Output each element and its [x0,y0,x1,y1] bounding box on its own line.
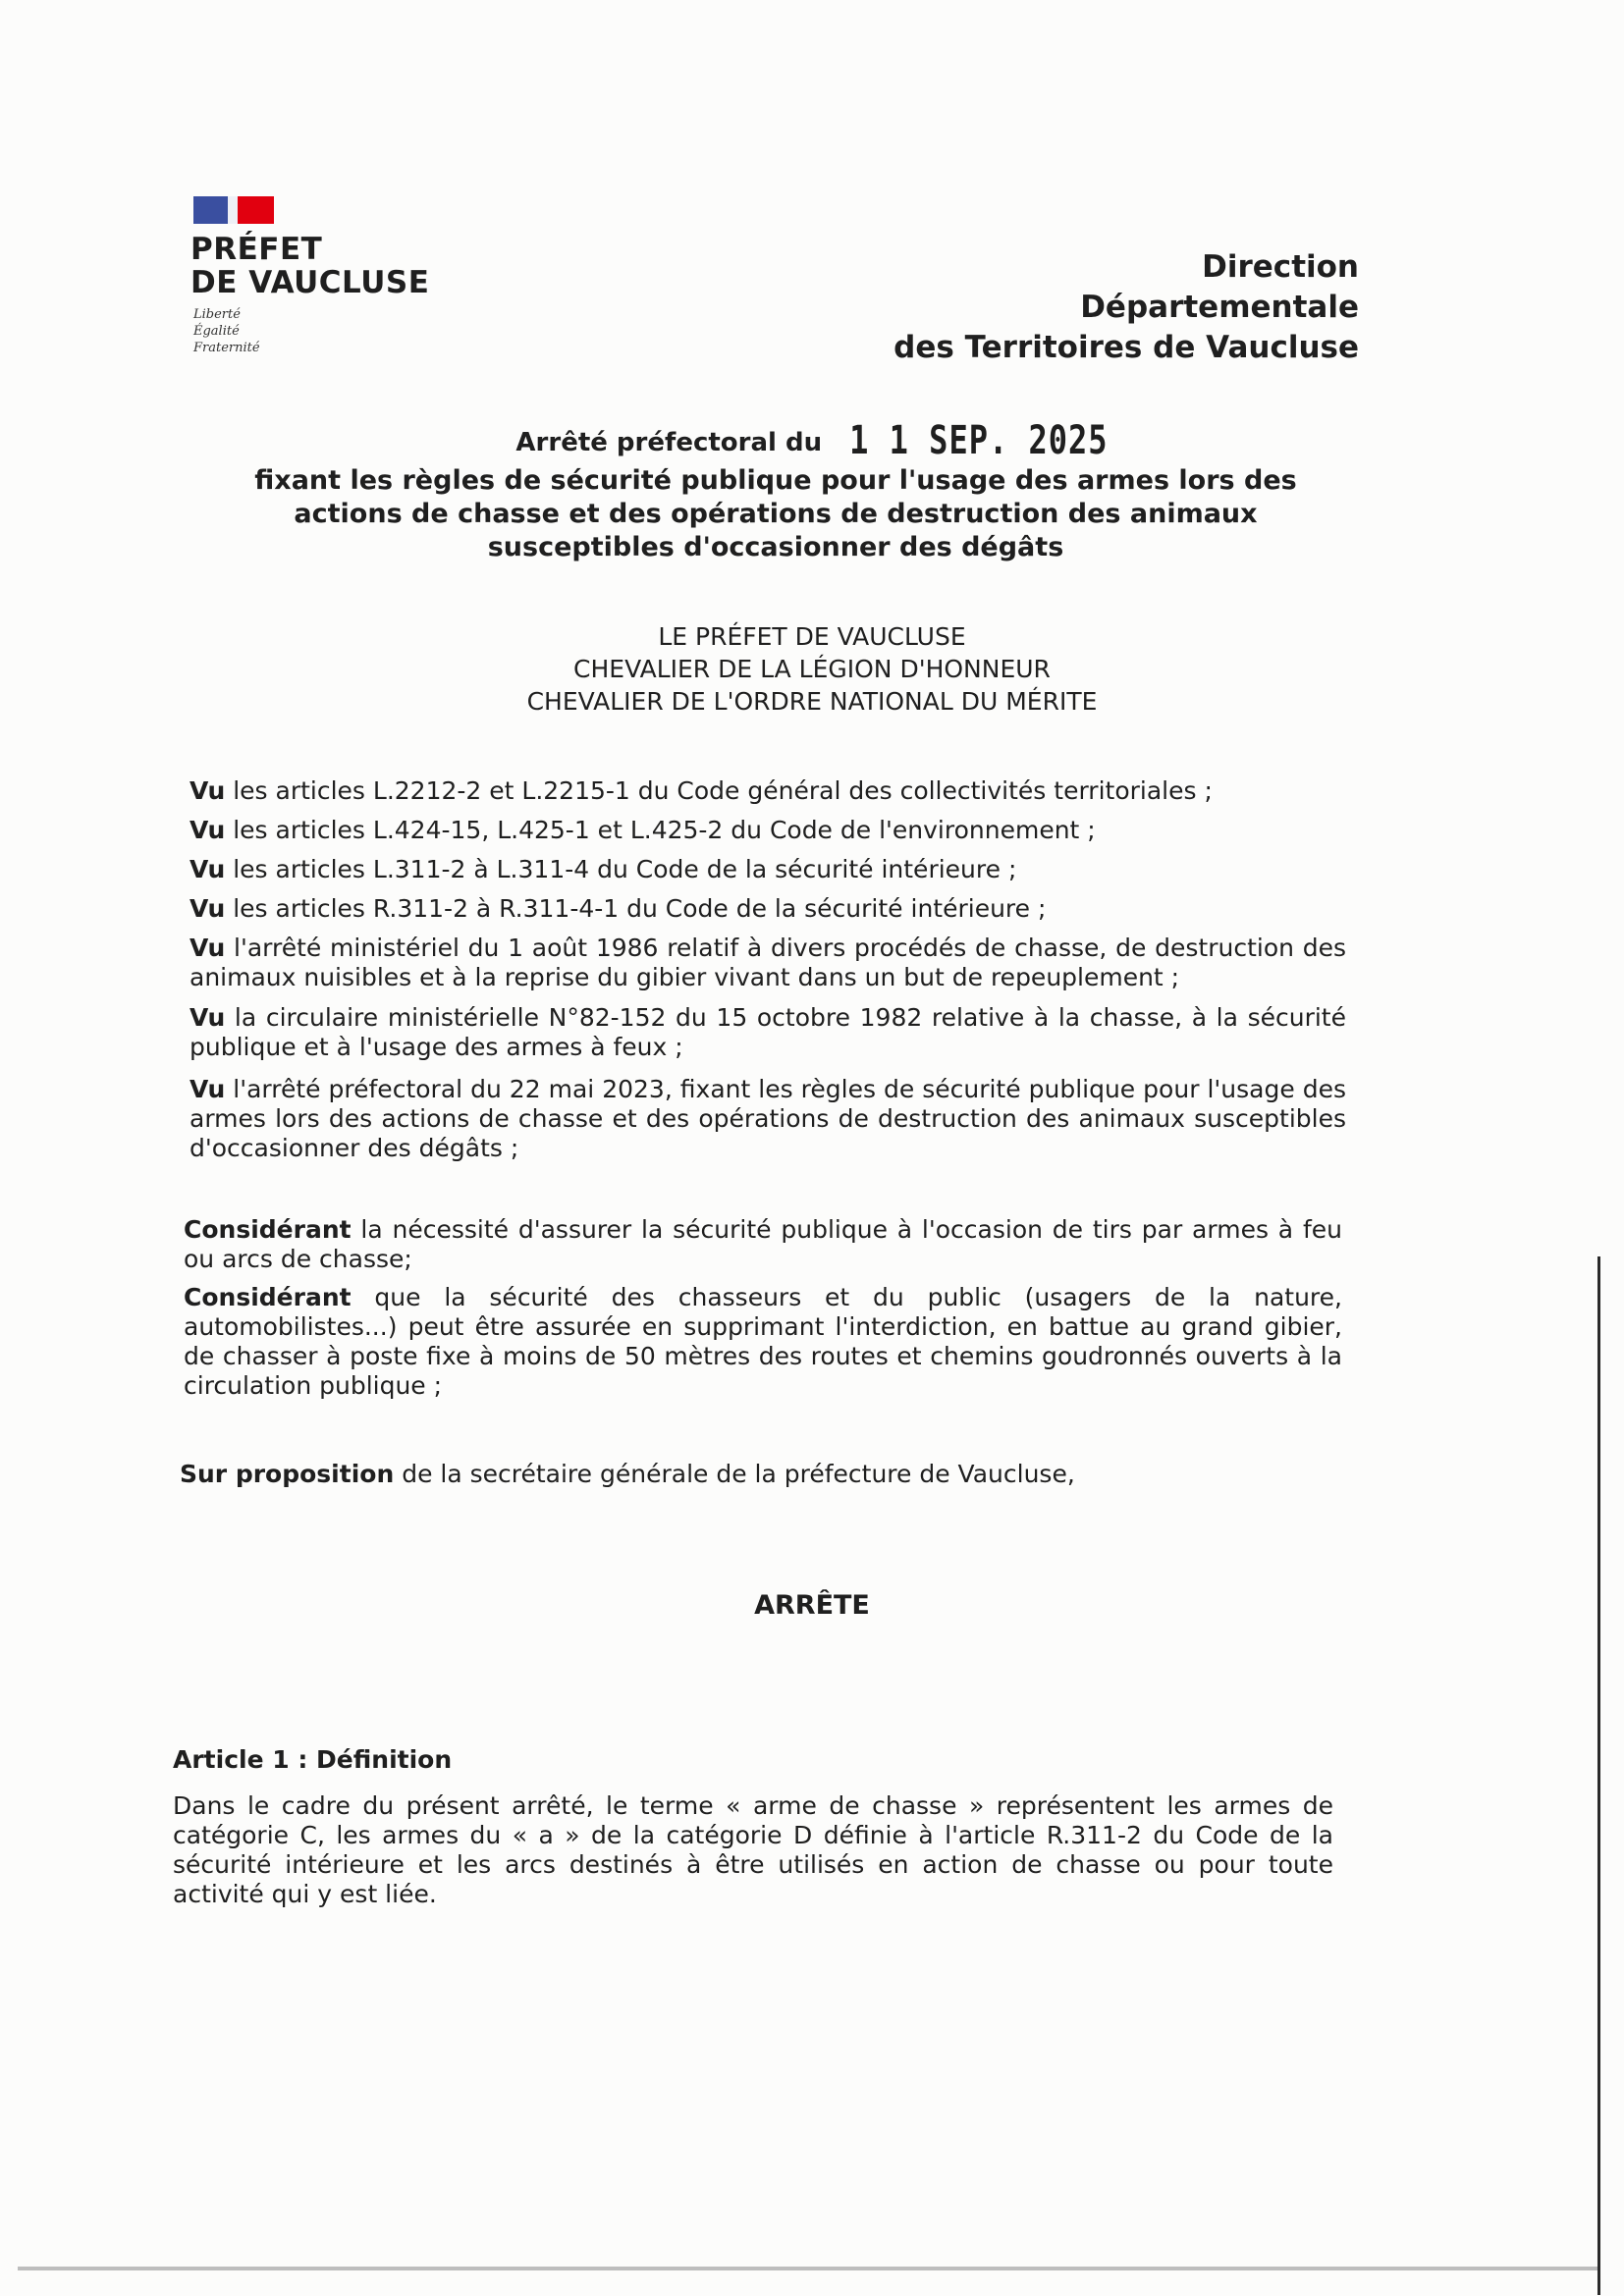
direction-line3: des Territoires de Vaucluse [893,330,1359,365]
considerant-item: Considérant la nécessité d'assurer la sécurité publique à l'occasion de tirs par armes à feu ou arcs de chasse; [184,1215,1342,1273]
prefet-title-line: LE PRÉFET DE VAUCLUSE [658,622,966,651]
scan-edge-bottom [18,2267,1597,2270]
visa-item: Vu les articles L.424-15, L.425-1 et L.425-2 du Code de l'environnement ; [189,816,1096,844]
prefet-line2: DE VAUCLUSE [190,265,430,300]
republic-motto [193,306,260,356]
issuing-direction [864,247,1359,368]
visa-item: Vu l'arrêté ministériel du 1 août 1986 relatif à divers procédés de chasse, de destruction des animaux nuisibles et à la reprise du gibier vivant dans un but de repeuplement ; [189,934,1346,991]
arrete-heading: ARRÊTE [754,1590,870,1621]
article-1-title: Article 1 : Définition [173,1745,453,1774]
visa-item: Vu les articles L.2212-2 et L.2215-1 du Code général des collectivités territoriales ; [189,776,1213,805]
decree-subject: fixant les règles de sécurité publique pour l'usage des armes lors des actions de chasse et des opérations de destruction des animaux susceptibles d'occasionner des dégâts [254,465,1297,562]
visa-item: Vu la circulaire ministérielle N°82-152 du 15 octobre 1982 relative à la chasse, à la sécurité publique et à l'usage des armes à feux ; [189,1003,1346,1061]
motto-liberte: Liberté [193,307,241,322]
date-stamp: 1 1 SEP. 2025 [849,416,1109,463]
decree-title-label: Arrêté préfectoral du [515,428,823,457]
decree-title [0,416,1624,463]
republic-flag-logo [193,196,274,224]
prefet-block [190,233,429,299]
direction-line1: Direction [1202,249,1359,285]
direction-line2: Départementale [1080,290,1359,325]
visa-item: Vu l'arrêté préfectoral du 22 mai 2023, fixant les règles de sécurité publique pour l'usage des armes lors des actions de chasse et des opérations de destruction des animaux susceptibles d'occasionner des dégâts ; [189,1075,1346,1162]
motto-fraternite: Fraternité [193,341,260,355]
prefet-titles [0,620,1624,718]
motto-egalite: Égalité [193,324,240,339]
visa-item: Vu les articles R.311-2 à R.311-4-1 du Code de la sécurité intérieure ; [189,894,1047,923]
considerant-item: Considérant que la sécurité des chasseurs et du public (usagers de la nature, automobilistes...) peut être assurée en supprimant l'interdiction, en battue au grand gibier, de chasser à poste fixe à moins de 50 mètres des routes et chemins goudronnés ouverts à la circulation publique ; [184,1283,1342,1400]
prefet-title-line: CHEVALIER DE L'ORDRE NATIONAL DU MÉRITE [526,687,1098,716]
scan-edge-right [1597,1256,1600,2295]
article-1-body: Dans le cadre du présent arrêté, le terme « arme de chasse » représentent les armes de catégorie C, les armes du « a » de la catégorie D définie à l'article R.311-2 du Code de la sécurité intérieure et les arcs destinés à être utilisés en action de chasse ou pour toute activité qui y est liée. [173,1791,1333,1908]
proposition-line: Sur proposition de la secrétaire générale de la préfecture de Vaucluse, [180,1460,1075,1488]
visa-item: Vu les articles L.311-2 à L.311-4 du Code de la sécurité intérieure ; [189,855,1017,883]
prefet-line1: PRÉFET [190,232,323,267]
prefet-title-line: CHEVALIER DE LA LÉGION D'HONNEUR [573,655,1051,683]
